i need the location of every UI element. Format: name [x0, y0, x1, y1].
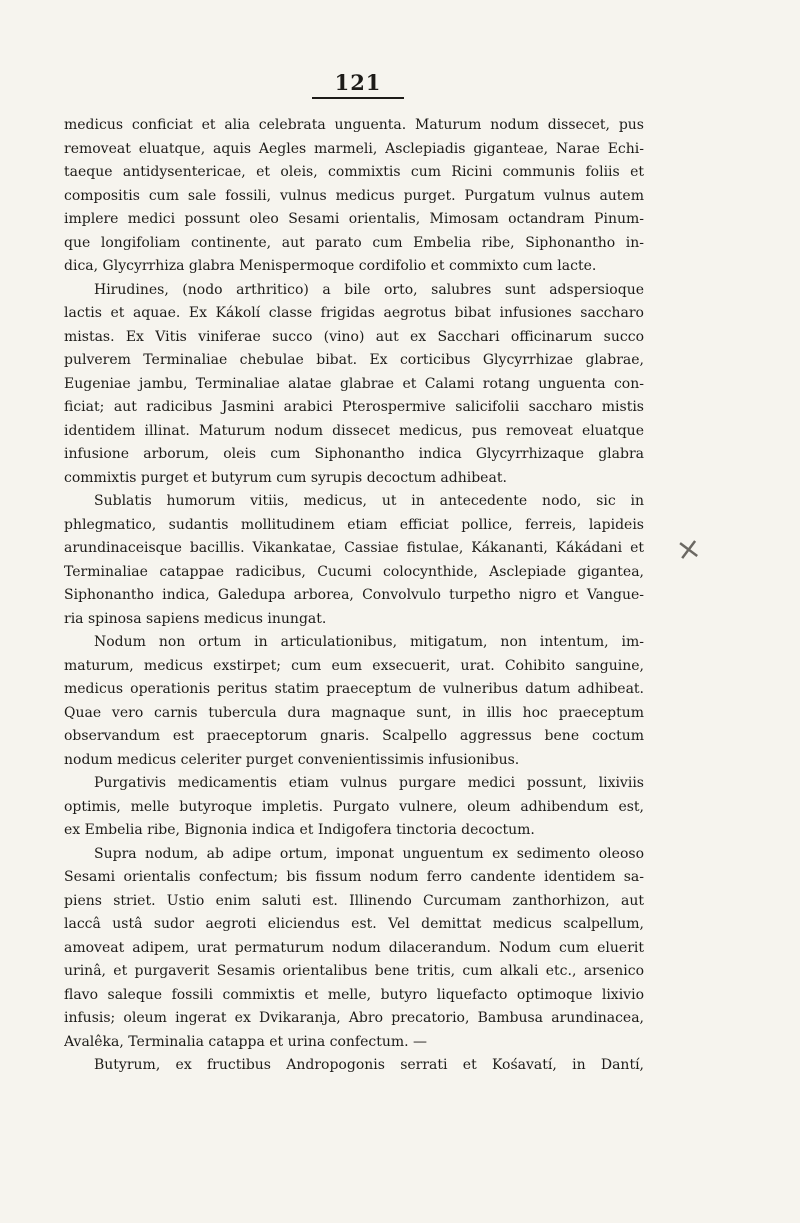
text-line: arundinaceisque bacillis. Vikankatae, Cassiae fistulae, Kákananti, Kákádani et: [64, 540, 644, 556]
text-line: ria spinosa sapiens medicus inungat.: [64, 610, 327, 627]
text-line: urinâ, et purgaverit Sesamis orientalibus bene tritis, cum alkali etc., arsenico: [64, 963, 644, 979]
text-line: Hirudines, (nodo arthritico) a bile orto, salubres sunt adspersioque: [94, 281, 644, 298]
margin-mark: ×: [673, 530, 704, 569]
text-line: piens striet. Ustio enim saluti est. Illinendo Curcumam zanthorhizon, aut: [64, 892, 644, 909]
text-line: Siphonantho indica, Galedupa arborea, Convolvulo turpetho nigro et Vangue-: [64, 587, 644, 603]
body-text: [64, 114, 644, 1078]
text-line: Purgativis medicamentis etiam vulnus purgare medici possunt, lixiviis: [94, 775, 644, 791]
text-line: pulverem Terminaliae chebulae bibat. Ex corticibus Glycyrrhizae glabrae,: [64, 352, 644, 368]
text-line: Nodum non ortum in articulationibus, mitigatum, non intentum, im-: [94, 634, 644, 650]
text-line: implere medici possunt oleo Sesami orientalis, Mimosam octandram Pinum-: [64, 211, 644, 227]
text-line: infusis; oleum ingerat ex Dvikaranja, Abro precatorio, Bambusa arundinacea,: [64, 1010, 644, 1026]
text-line: observandum est praeceptorum gnaris. Scalpello aggressus bene coctum: [64, 728, 644, 744]
text-line: Supra nodum, ab adipe ortum, imponat unguentum ex sedimento oleoso: [94, 845, 644, 862]
text-line: phlegmatico, sudantis mollitudinem etiam efficiat pollice, ferreis, lapideis: [64, 516, 644, 533]
text-line: maturum, medicus exstirpet; cum eum exsecuerit, urat. Cohibito sanguine,: [64, 657, 644, 674]
text-line: ex Embelia ribe, Bignonia indica et Indigofera tinctoria decoctum.: [64, 822, 535, 838]
text-line: nodum medicus celeriter purget convenientissimis infusionibus.: [64, 751, 520, 768]
text-line: laccâ ustâ sudor aegroti eliciendus est. Vel demittat medicus scalpellum,: [64, 916, 644, 932]
text-line: medicus operationis peritus statim praeceptum de vulneribus datum adhibeat.: [64, 681, 644, 697]
text-line: Butyrum, ex fructibus Andropogonis serrati et Kośavatí, in Dantí,: [94, 1057, 644, 1073]
text-line: lactis et aquae. Ex Kákolí classe frigidas aegrotus bibat infusiones saccharo: [64, 305, 644, 321]
text-line: Quae vero carnis tubercula dura magnaque sunt, in illis hoc praeceptum: [64, 704, 644, 721]
text-line: optimis, melle butyroque impletis. Purgato vulnere, oleum adhibendum est,: [64, 798, 644, 815]
text-line: ficiat; aut radicibus Jasmini arabici Pterospermive salicifolii saccharo mistis: [64, 399, 644, 415]
text-line: Sesami orientalis confectum; bis fissum nodum ferro candente identidem sa-: [64, 869, 644, 885]
text-line: Avalêka, Terminalia catappa et urina confectum. —: [64, 1033, 428, 1050]
text-line: compositis cum sale fossili, vulnus medicus purget. Purgatum vulnus autem: [64, 187, 644, 204]
text-line: identidem illinat. Maturum nodum dissecet medicus, pus removeat eluatque: [64, 422, 644, 439]
text-line: infusione arborum, oleis cum Siphonantho indica Glycyrrhizaque glabra: [64, 446, 644, 462]
text-line: removeat eluatque, aquis Aegles marmeli, Asclepiadis giganteae, Narae Echi-: [64, 140, 644, 157]
page-number: 121: [334, 70, 382, 95]
page-number-rule: [312, 97, 404, 99]
text-line: Sublatis humorum vitiis, medicus, ut in antecedente nodo, sic in: [94, 493, 644, 509]
text-line: medicus conficiat et alia celebrata unguenta. Maturum nodum dissecet, pus: [64, 117, 644, 133]
text-line: amoveat adipem, urat permaturum nodum dilacerandum. Nodum cum eluerit: [64, 939, 644, 956]
text-line: taeque antidysentericae, et oleis, commixtis cum Ricini communis foliis et: [64, 164, 644, 180]
text-line: Terminaliae catappae radicibus, Cucumi colocynthide, Asclepiade gigantea,: [64, 563, 644, 580]
text-line: que longifoliam continente, aut parato cum Embelia ribe, Siphonantho in-: [64, 234, 644, 251]
text-line: flavo saleque fossili commixtis et melle, butyro liquefacto optimoque lixivio: [64, 986, 644, 1003]
text-line: dica, Glycyrrhiza glabra Menispermoque cordifolio et commixto cum lacte.: [64, 258, 597, 274]
text-line: commixtis purget et butyrum cum syrupis decoctum adhibeat.: [64, 469, 507, 486]
text-line: mistas. Ex Vitis viniferae succo (vino) aut ex Sacchari officinarum succo: [64, 328, 644, 345]
text-line: Eugeniae jambu, Terminaliae alatae glabrae et Calami rotang unguenta con-: [64, 375, 644, 392]
